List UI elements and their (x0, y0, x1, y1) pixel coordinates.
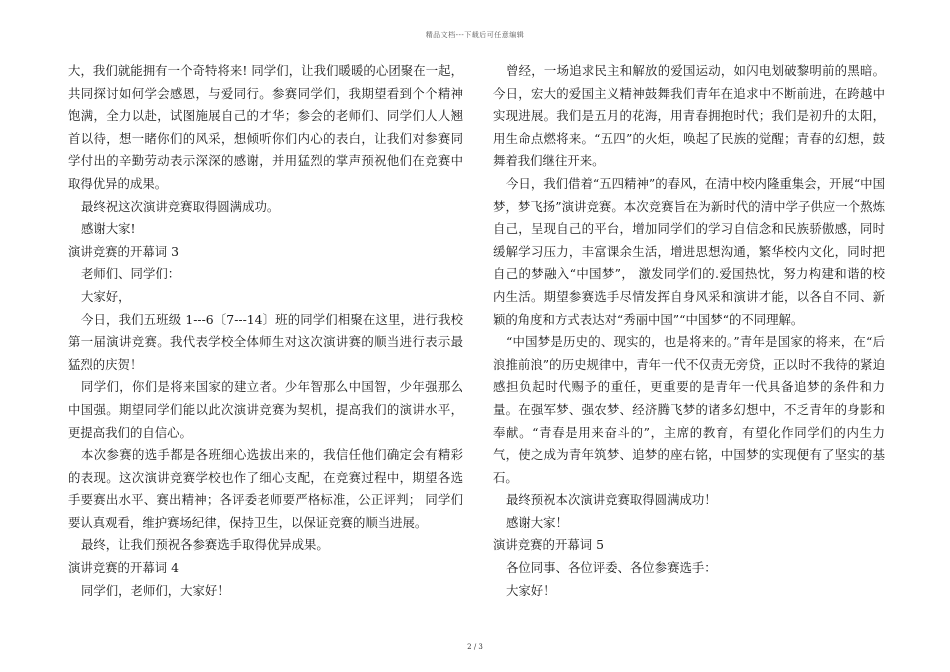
paragraph: 最终祝这次演讲竞赛取得圆满成功。 (81, 198, 280, 214)
page-number: 2 / 3 (467, 643, 483, 651)
paragraph: 感谢大家！ (506, 514, 568, 530)
paragraph: 老师们、同学们： (81, 266, 181, 282)
paragraph: 大，我们就能拥有一个奇特将来! 同学们，让我们暖暖的心团聚在一起，共同探讨如何学会感恩，与爱同行。参赛同学们，我期望看到个个精神饱满，全力以赴，试图施展自己的才华；参会的老师们、同学们人人翘首以待，想一睹你们的风采，想倾听你们内心的表白，让我们对参赛同学付出的辛勤劳动表示深深的感谢，并用猛烈的掌声预祝他们在竞赛中取得优异的成果。 (68, 63, 463, 191)
paragraph: 感谢大家! (81, 221, 136, 237)
paragraph: “中国梦是历史的、现实的，也是将来的。”青年是国家的将来，在“后浪推前浪”的历史规律中，青年一代不仅责无旁贷，正以时不我待的紧迫感担负起时代赐予的重任，更重要的是青年一代具备追梦的条件和力量。在强军梦、强农梦、经济腾飞梦的诸多幻想中，不乏青年的身影和奉献。“青春是用来奋斗的”，主席的教育，有望化作同学们的内生力气，使之成为青年筑梦、追梦的座右铭，中国梦的实现便有了坚实的基石。 (493, 334, 885, 485)
paragraph: 大家好！ (506, 582, 556, 598)
paragraph: 最终预祝本次演讲竞赛取得圆满成功！ (506, 492, 717, 508)
paragraph: 最终，让我们预祝各参赛选手取得优异成果。 (81, 537, 329, 553)
left-column (68, 60, 463, 602)
paragraph: 同学们，老师们，大家好！ (81, 582, 230, 598)
paragraph: 曾经，一场追求民主和解放的爱国运动，如闪电划破黎明前的黑暗。 今日，宏大的爱国主义精神鼓舞我们青年在追求中不断前进，在跨越中实现进展。我们是五月的花海，用青春拥抱时代；我们是初升的太阳，用生命点燃将来。“五四”的火炬，唤起了民族的觉醒；青春的幻想，鼓舞着我们继往开来。 (493, 63, 885, 169)
section-heading: 演讲竞赛的开幕词 5 (493, 537, 604, 553)
paragraph: 今日，我们借着“五四精神”的春风，在清中校内隆重集会，开展“中国梦，梦飞扬”演讲竞赛。本次竞赛旨在为新时代的清中学子供应一个熬炼自己，呈现自己的平台，增加同学们的学习自信念和民族骄傲感，同时缓解学习压力，丰富课余生活，增进思想沟通，繁华校内文化，同时把自己的梦融入“中国梦”， 激发同学们的.爱国热忱，努力构建和谐的校内生活。期望参赛选手尽情发挥自身风采和演讲才能，以各自不同、新颖的角度和方式表达对“秀丽中国”“中国梦“的不同理解。 (493, 175, 885, 327)
paragraph: 各位同事、各位评委、各位参赛选手： (506, 560, 717, 576)
paragraph: 同学们，你们是将来国家的建立者。少年智那么中国智，少年强那么中国强。期望同学们能以此次演讲竞赛为契机，提高我们的演讲水平，更提高我们的自信心。 (68, 379, 463, 440)
paragraph: 大家好， (81, 288, 131, 304)
paragraph: 本次参赛的选手都是各班细心选拔出来的，我信任他们确定会有精彩的表现。这次演讲竞赛学校也作了细心支配，在竞赛过程中，期望各选手要赛出水平、赛出精神；各评委老师要严格标准，公正评判； 同学们要认真观看，维护赛场纪律，保持卫生，以保证竞赛的顺当进展。 (68, 447, 463, 530)
section-heading: 演讲竞赛的开幕词 4 (68, 560, 179, 576)
page-header: 精品文档---下载后可任意编辑 (425, 31, 525, 39)
right-column (493, 60, 885, 602)
paragraph: 今日，我们五班级 1---6〔7---14〕班的同学们相聚在这里，进行我校第一届演讲竞赛。我代表学校全体师生对这次演讲赛的顺当进行表示最猛烈的庆贺！ (68, 311, 463, 372)
section-heading: 演讲竞赛的开幕词 3 (68, 243, 179, 259)
